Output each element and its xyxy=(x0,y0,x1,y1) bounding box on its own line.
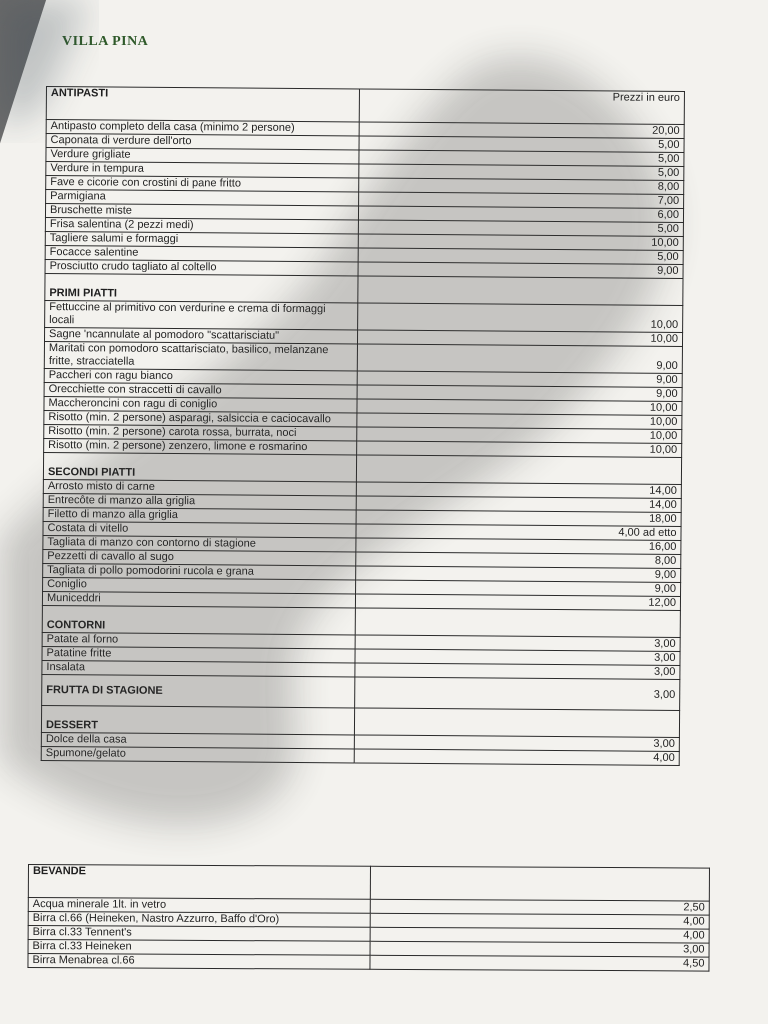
item-name: Patate al forno xyxy=(42,632,355,648)
item-price: 10,00 xyxy=(357,330,682,347)
item-price: 8,00 xyxy=(356,552,681,569)
item-price: 14,00 xyxy=(356,482,681,499)
item-name: Bruschette miste xyxy=(45,204,358,220)
item-price: 7,00 xyxy=(359,192,684,209)
item-price: 4,00 ad etto xyxy=(356,524,681,541)
section-title-secondi: SECONDI PIATTI xyxy=(43,452,356,481)
item-price: 9,00 xyxy=(357,371,682,388)
item-price: 9,00 xyxy=(356,566,681,583)
item-name: Risotto (min. 2 persone) carota rossa, burrata, noci xyxy=(44,424,357,440)
item-price xyxy=(356,455,681,485)
item-name: Prosciutto crudo tagliato al coltello xyxy=(45,259,358,275)
item-name: Focacce salentine xyxy=(45,245,358,261)
item-price: 4,00 xyxy=(370,913,709,929)
item-name: Verdure in tempura xyxy=(46,162,359,178)
item-name: Tagliere salumi e formaggi xyxy=(45,231,358,247)
item-name: Coniglio xyxy=(43,577,356,593)
item-price: 6,00 xyxy=(358,206,683,223)
item-name: Risotto (min. 2 persone) zenzero, limone e rosmarino xyxy=(44,438,357,454)
item-price: 3,00 xyxy=(354,735,679,752)
section-title-antipasti: ANTIPASTI xyxy=(46,87,359,122)
item-price: 3,00 xyxy=(355,649,680,666)
item-price: 2,50 xyxy=(370,899,709,915)
item-name: Sagne 'ncannulate al pomodoro "scattarisciatu" xyxy=(44,327,357,343)
antipasti-header-row xyxy=(46,87,684,125)
section-title-primi: PRIMI PIATTI xyxy=(45,273,358,302)
item-name: Filetto di manzo alla griglia xyxy=(43,507,356,523)
item-price: 10,00 xyxy=(357,413,682,430)
drink-item-row xyxy=(28,954,709,972)
item-price: 10,00 xyxy=(358,234,683,251)
item-name: Pezzetti di cavallo al sugo xyxy=(43,549,356,565)
item-price: 4,00 xyxy=(354,749,679,766)
item-price: 3,00 xyxy=(370,941,709,957)
item-price: 20,00 xyxy=(359,122,684,139)
logo-text: VILLA PINA xyxy=(62,34,149,49)
bevande-header-row xyxy=(28,865,709,902)
item-name: Orecchiette con straccetti di cavallo xyxy=(44,382,357,398)
item-price xyxy=(354,708,679,738)
item-price: 5,00 xyxy=(359,150,684,167)
item-name: Acqua minerale 1lt. in vetro xyxy=(28,898,370,914)
price-column-label: Prezzi in euro xyxy=(359,89,684,125)
item-name: Birra cl.33 Heineken xyxy=(28,940,370,956)
item-name: Spumone/gelato xyxy=(41,746,354,762)
drinks-menu-table xyxy=(27,864,710,972)
section-title-dessert: DESSERT xyxy=(41,705,354,734)
item-price: 12,00 xyxy=(355,594,680,611)
item-name: Birra Menabrea cl.66 xyxy=(28,954,370,970)
item-price: 10,00 xyxy=(357,427,682,444)
item-name: Verdure grigliate xyxy=(46,148,359,164)
item-name: Maritati con pomodoro scattarisciato, basilico, melanzane fritte, stracciatella xyxy=(44,341,357,370)
item-price: 10,00 xyxy=(357,399,682,416)
item-price: 4,50 xyxy=(370,955,709,971)
item-name: Insalata xyxy=(42,660,355,676)
item-price: 3,00 xyxy=(355,677,680,711)
item-price: 5,00 xyxy=(359,164,684,181)
item-name: Paccheri con ragu bianco xyxy=(44,368,357,384)
section-title-bevande: BEVANDE xyxy=(28,865,370,900)
item-name: Antipasto completo della casa (minimo 2 persone) xyxy=(46,120,359,136)
item-price: 18,00 xyxy=(356,510,681,527)
item-name: Maccheroncini con ragu di coniglio xyxy=(44,396,357,412)
item-price: 14,00 xyxy=(356,496,681,513)
item-name: Patatine fritte xyxy=(42,646,355,662)
section-title-contorni: CONTORNI xyxy=(42,605,355,634)
item-price: 9,00 xyxy=(356,580,681,597)
item-price: 10,00 xyxy=(357,441,682,458)
item-name: Tagliata di manzo con contorno di stagione xyxy=(43,535,356,551)
food-menu-table xyxy=(41,86,685,766)
restaurant-logo xyxy=(62,34,148,50)
item-price: 4,00 xyxy=(370,927,709,943)
item-name: Arrosto misto di carne xyxy=(43,479,356,495)
section-row-frutta xyxy=(42,674,680,710)
item-price: 3,00 xyxy=(355,663,680,680)
item-name: Frisa salentina (2 pezzi medi) xyxy=(45,217,358,233)
price-column-blank xyxy=(370,866,709,901)
item-price xyxy=(355,608,680,638)
item-name: Parmigiana xyxy=(46,190,359,206)
item-name: Birra cl.66 (Heineken, Nastro Azzurro, Baffo d'Oro) xyxy=(28,912,370,928)
item-price: 10,00 xyxy=(358,303,683,333)
item-name: Entrecôte di manzo alla griglia xyxy=(43,493,356,509)
item-name: Costata di vitello xyxy=(43,521,356,537)
item-price: 5,00 xyxy=(358,248,683,265)
item-price xyxy=(358,276,683,306)
item-name: Risotto (min. 2 persone) asparagi, salsiccia e caciocavallo xyxy=(44,410,357,426)
item-name: Fettuccine al primitivo con verdurine e crema di formaggi locali xyxy=(45,300,358,329)
item-name: Municeddri xyxy=(42,591,355,607)
section-title-frutta: FRUTTA DI STAGIONE xyxy=(42,674,355,707)
item-price: 5,00 xyxy=(358,220,683,237)
item-name: Birra cl.33 Tennent's xyxy=(28,926,370,942)
item-price: 9,00 xyxy=(357,344,682,374)
item-price: 8,00 xyxy=(359,178,684,195)
item-name: Dolce della casa xyxy=(41,732,354,748)
item-price: 9,00 xyxy=(357,385,682,402)
item-price: 9,00 xyxy=(358,262,683,279)
item-name: Fave e cicorie con crostini di pane fritto xyxy=(46,176,359,192)
item-name: Caponata di verdure dell'orto xyxy=(46,134,359,150)
item-name: Tagliata di pollo pomodorini rucola e grana xyxy=(43,563,356,579)
item-price: 16,00 xyxy=(356,538,681,555)
item-price: 5,00 xyxy=(359,136,684,153)
item-price: 3,00 xyxy=(355,635,680,652)
